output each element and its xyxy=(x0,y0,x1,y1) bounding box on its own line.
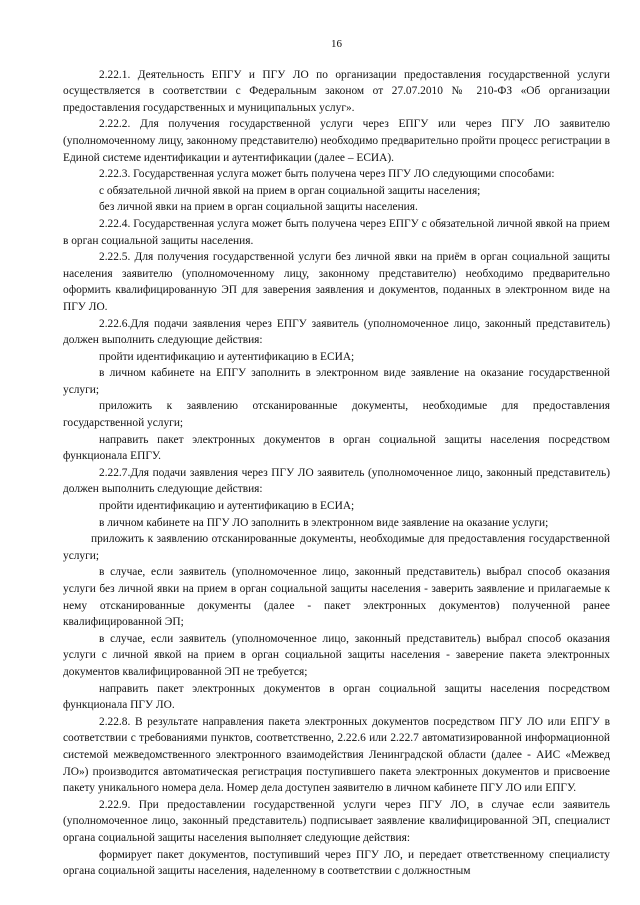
list-item: в личном кабинете на ЕПГУ заполнить в электронном виде заявление на оказание государственной услуги; xyxy=(63,367,610,396)
list-item: с обязательной личной явкой на прием в орган социальной защиты населения; xyxy=(99,184,481,197)
list-item: без личной явки на прием в орган социальной защиты населения. xyxy=(99,201,418,214)
list-item: пройти идентификацию и аутентификацию в ЕСИА; xyxy=(99,500,355,513)
paragraph-2-22-7: 2.22.7.Для подачи заявления через ПГУ ЛО заявитель (уполномоченное лицо, законный представитель) должен выполнить следующие действия: xyxy=(63,466,610,496)
paragraph-2-22-5: 2.22.5. Для получения государственной услуги без личной явки на приём в орган социальной защиты населения заявителю (уполномоченному лицу, законному представителю) необходимо предварительно оформить квалифицированную ЭП для заверения заявления и документов, поданных в электронном виде на ПГУ ЛО. xyxy=(63,251,610,313)
paragraph-2-22-1: 2.22.1. Деятельность ЕПГУ и ПГУ ЛО по организации предоставления государственной услуги осуществляется в соответствии с Федеральным законом от 27.07.2010 № 210-ФЗ «Об организации предоставления государственных и муниципальных услуг». xyxy=(63,68,610,114)
list-item: пройти идентификацию и аутентификацию в ЕСИА; xyxy=(99,350,355,363)
list-item: формирует пакет документов, поступивший через ПГУ ЛО, и передает ответственному специалисту органа социальной защиты населения, наделенному в соответствии с должностным xyxy=(63,848,610,878)
paragraph-2-22-4: 2.22.4. Государственная услуга может быть получена через ЕПГУ с обязательной личной явкой на прием в орган социальной защиты населения. xyxy=(63,217,610,247)
list-item: в случае, если заявитель (уполномоченное лицо, законный представитель) выбрал способ оказания услуги без личной явки на прием в орган социальной защиты населения - заверить заявление и прилагаемые к нему отсканированные документы (далее - пакет электронных документов) полученной ранее квалифицированной ЭП; xyxy=(63,566,610,629)
paragraph-2-22-6: 2.22.6.Для подачи заявления через ЕПГУ заявитель (уполномоченное лицо, законный представитель) должен выполнить следующие действия: xyxy=(63,317,610,347)
list-item: приложить к заявлению отсканированные документы, необходимые для предоставления государственной услуги; xyxy=(63,533,610,562)
list-item: приложить к заявлению отсканированные документы, необходимые для предоставления государственной услуги; xyxy=(63,400,610,430)
list-item: направить пакет электронных документов в орган социальной защиты населения посредством функционала ЕПГУ. xyxy=(63,433,610,463)
list-item: в личном кабинете на ПГУ ЛО заполнить в электронном виде заявление на оказание услуги; xyxy=(99,516,549,529)
paragraph-2-22-3: 2.22.3. Государственная услуга может быть получена через ПГУ ЛО следующими способами: xyxy=(99,168,555,181)
paragraph-2-22-8: 2.22.8. В результате направления пакета электронных документов посредством ПГУ ЛО или ЕПГУ в соответствии с требованиями пунктов, соответственно, 2.22.6 или 2.22.7 автоматизированной информационной системой межведомственного электронного взаимодействия Ленинградской области (далее - АИС «Межвед ЛО») производится автоматическая регистрация поступившего пакета электронных документов и присвоение пакету уникального номера дела. Номер дела доступен заявителю в личном кабинете ПГУ ЛО или ЕПГУ. xyxy=(63,715,610,795)
page-number: 16 xyxy=(331,38,342,50)
list-item: в случае, если заявитель (уполномоченное лицо, законный представитель) выбрал способ оказания услуги с личной явкой на прием в орган социальной защиты населения - заверение пакета электронных документов квалифицированной ЭП не требуется; xyxy=(63,632,610,678)
list-item: направить пакет электронных документов в орган социальной защиты населения посредством функционала ПГУ ЛО. xyxy=(63,682,610,712)
paragraph-2-22-2: 2.22.2. Для получения государственной услуги через ЕПГУ или через ПГУ ЛО заявителю (уполномоченному лицу, законному представителю) необходимо предварительно пройти процесс регистрации в Единой системе идентификации и аутентификации (далее – ЕСИА). xyxy=(63,118,610,164)
paragraph-2-22-9: 2.22.9. При предоставлении государственной услуги через ПГУ ЛО, в случае если заявитель (уполномоченное лицо, законный представитель) подписывает заявление квалифицированной ЭП, специалист органа социальной защиты населения выполняет следующие действия: xyxy=(63,798,610,844)
